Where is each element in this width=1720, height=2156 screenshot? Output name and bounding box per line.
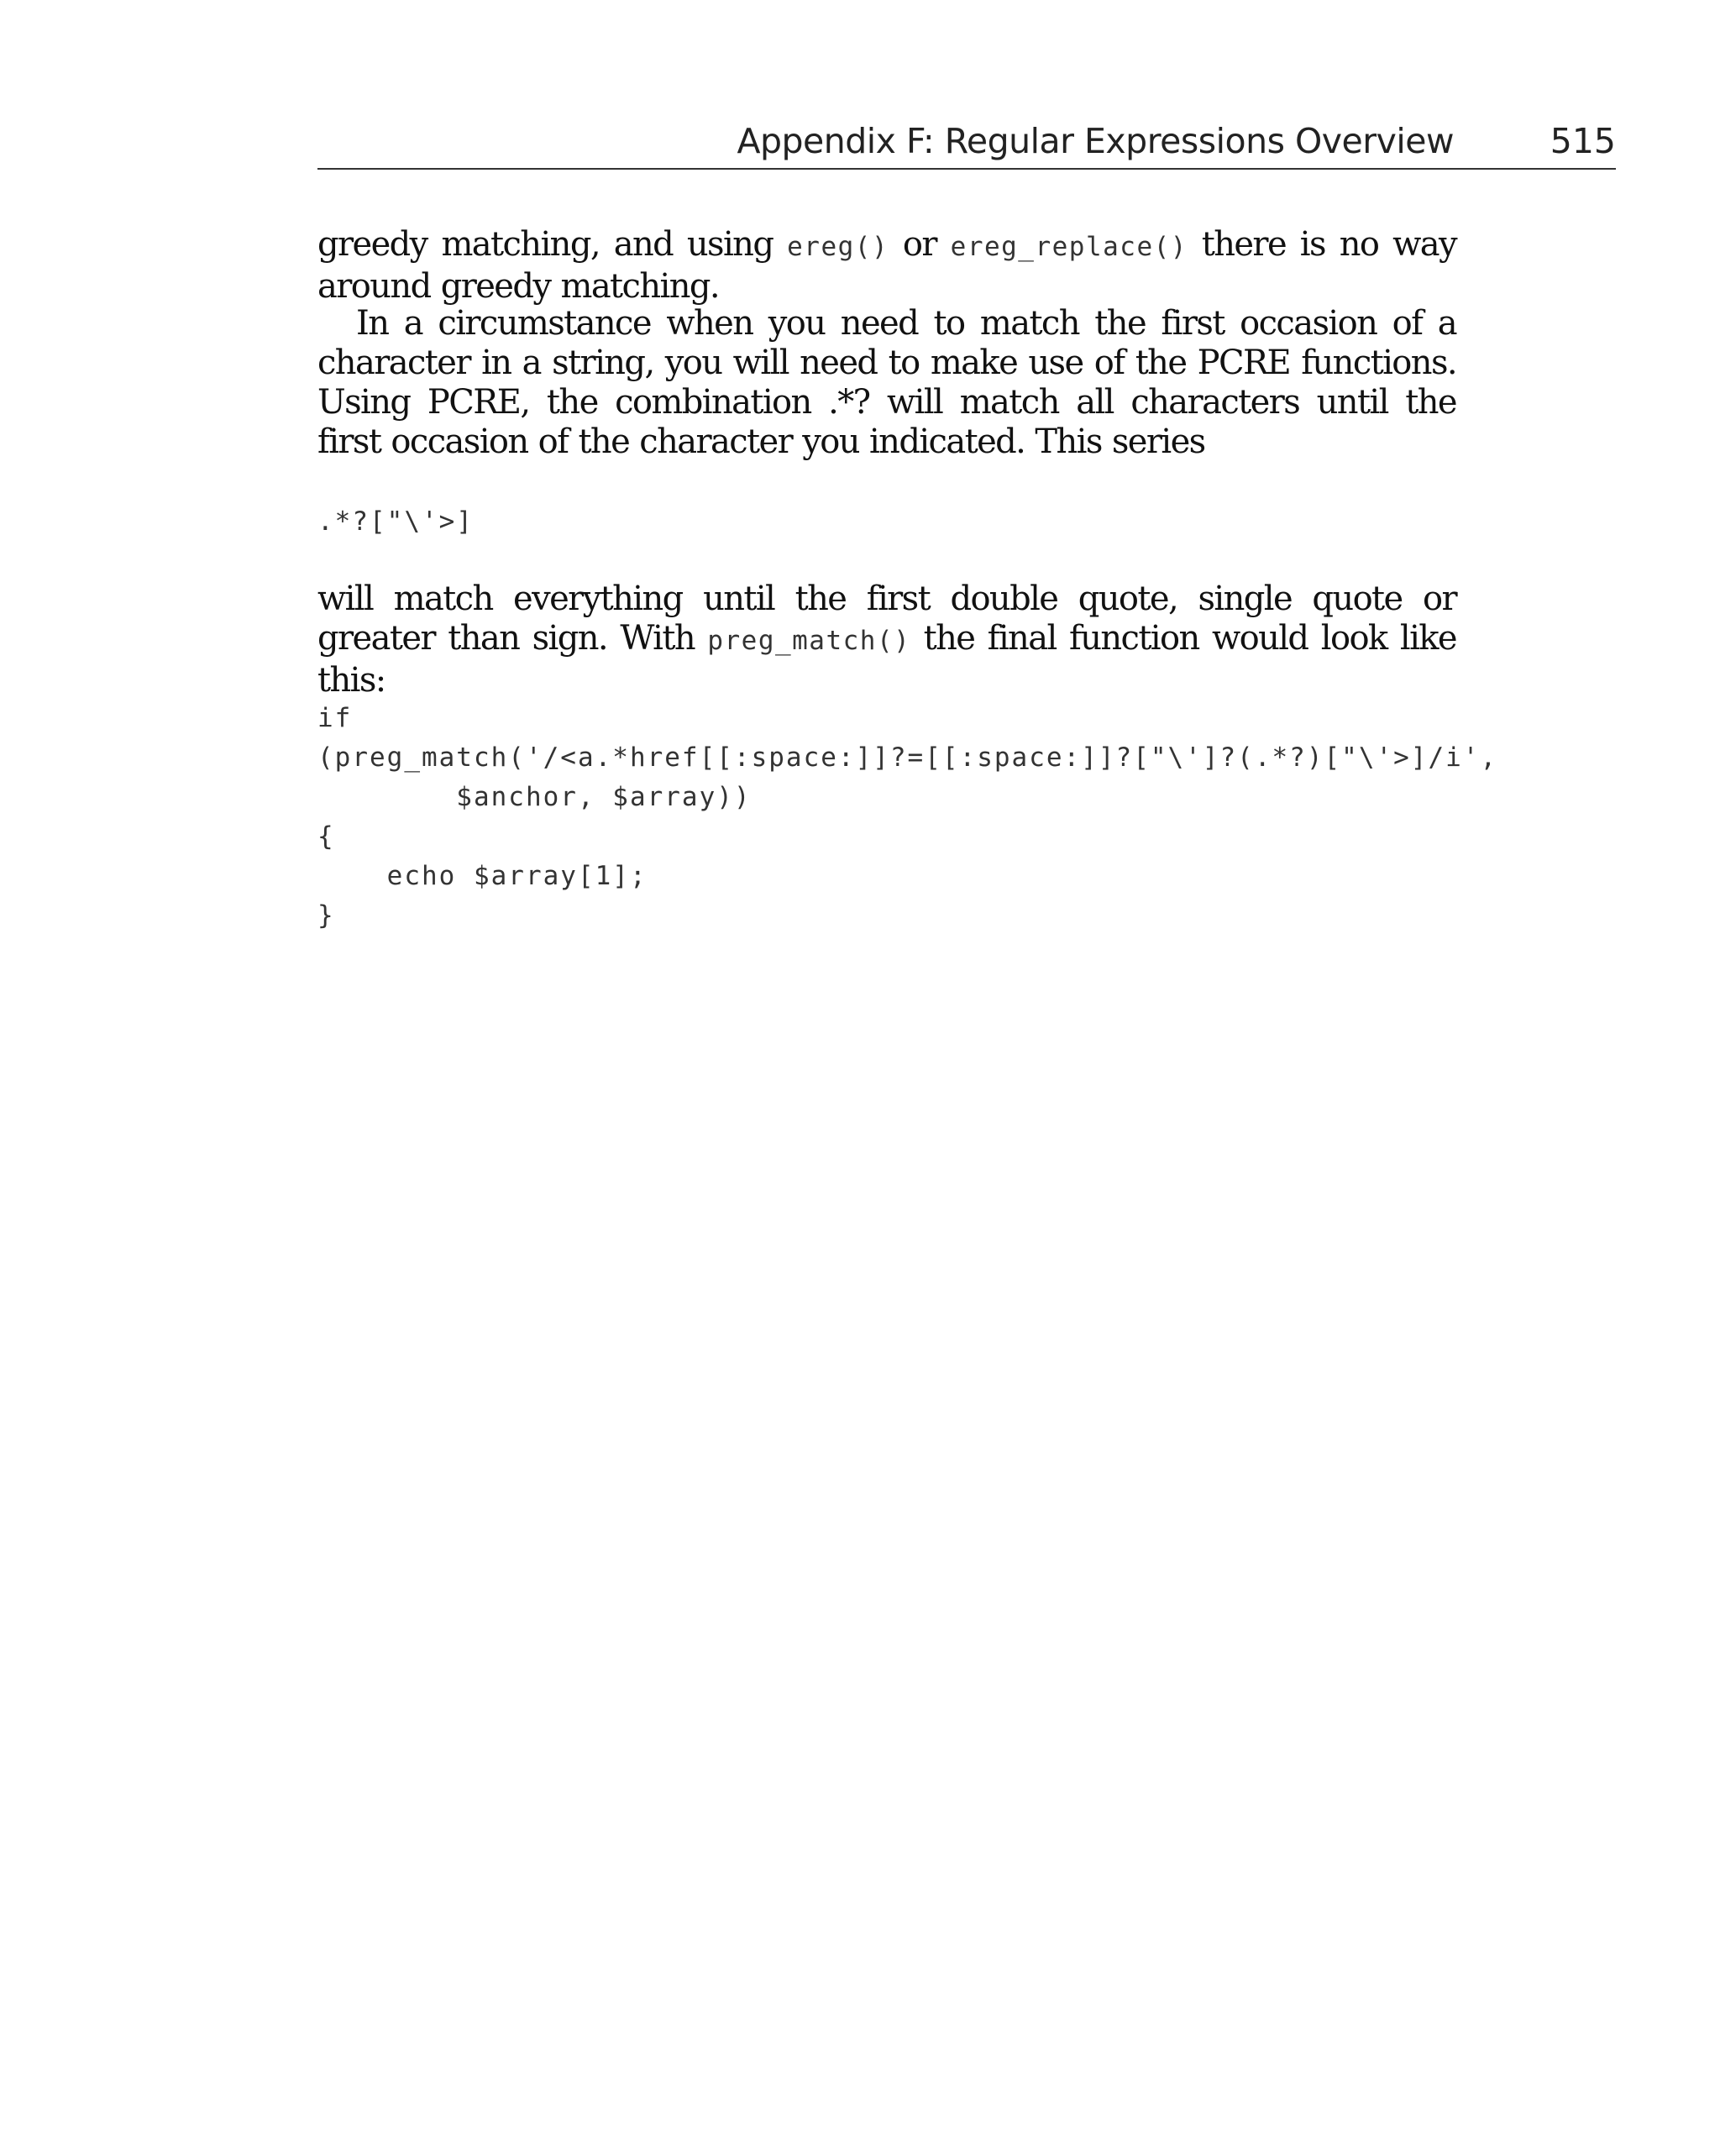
- paragraph-match-description: [317, 580, 1456, 700]
- running-header: [317, 114, 1616, 170]
- text-segment: will match everything until the first double quote, single quote or greater than sign. With: [317, 580, 1456, 658]
- inline-code-preg-match: preg_match(): [707, 626, 911, 656]
- text-segment: there is no way around greedy matching.: [317, 225, 1456, 306]
- chapter-title: Appendix F: Regular Expressions Overview: [737, 121, 1454, 161]
- code-block-pattern: .*?["\'>]: [317, 506, 474, 537]
- text-segment: the final function would look like this:: [317, 619, 1456, 700]
- code-block-function: if (preg_match('/<a.*href[[:space:]]?=[[:space:]]?["\']?(.*?)["\'>]/i', $anchor, $array)) { echo $array[1]; }: [317, 703, 1498, 931]
- inline-code-ereg-replace: ereg_replace(): [950, 232, 1188, 262]
- paragraph-pcre-explanation: In a circumstance when you need to match the first occasion of a character in a string, you will need to make use of the PCRE functions. Using PCRE, the combination .*? will match all characters until the first occasion of the character you indicated. This series: [317, 304, 1456, 461]
- page-number: 515: [1550, 121, 1616, 161]
- text-segment: greedy matching, and using: [317, 225, 788, 264]
- inline-code-ereg: ereg(): [787, 232, 889, 262]
- paragraph-greedy-matching: [317, 225, 1456, 307]
- text-segment: or: [889, 225, 951, 264]
